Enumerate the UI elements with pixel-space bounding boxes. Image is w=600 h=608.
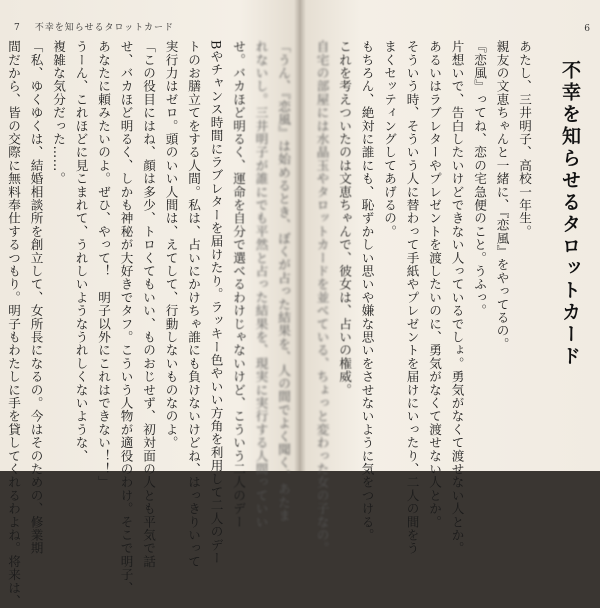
left-page-number: 7 — [14, 23, 21, 33]
body-line: もちろん、絶対に誰にも、恥ずかしい思いや嫌な思いをさせないように気をつける。 — [359, 40, 375, 542]
chapter-title: 不幸を知らせるタロットカード — [559, 60, 581, 368]
body-line: あなたに頼みたいのよ。ぜひ、やって！ 明子以外にこれはできない！！」 — [96, 40, 111, 489]
running-head-title: 不幸を知らせるタロットカード — [34, 23, 175, 33]
left-body-text — [6, 40, 294, 608]
left-page — [0, 0, 298, 608]
running-head — [14, 20, 174, 33]
body-line: 「この役目にはね、顔は多少、トロくてもいい、ものおじせず、初対面の人とも平気で話 — [141, 40, 156, 568]
body-line: Bやチャンス時間にラブレターを届けたり。ラッキー色やいい方角を利用して二人のデー — [208, 40, 224, 565]
body-line: 親友の文恵ちゃんと一緒に、『恋風』をやってるの。 — [494, 40, 510, 351]
body-line: せ、バカほど明るく、しかも神秘が大好きでタフ。こういう人物が適役のわけ。そこで明子、 — [118, 40, 134, 595]
body-line: 複雑な気分だった……。 — [51, 40, 66, 186]
body-line: うーん、これほどに見こまれて、うれしいようなうれしくないような、 — [73, 40, 89, 463]
body-line: 自宅の部屋には水晶玉やタロットカードを並べている、ちょっと変わった女の子なの。 — [314, 40, 330, 555]
right-page — [302, 0, 600, 555]
body-line: 実行力はゼロ。頭のいい人間は、えてして、行動しないものなのよ。 — [163, 40, 179, 450]
body-line: せ。バカほど明るく、運命を自分で選べるわけじゃないけど、こういう二人のデー — [231, 40, 246, 529]
body-line: 「私、ゆくゆくは、結婚相談所を創立して、女所長になるの。今はそのための、修業期 — [28, 40, 44, 555]
body-line: これを考えついたのは文恵ちゃんで、彼女は、占いの権威。 — [337, 40, 352, 397]
body-line: まくセッティングしてあげるの。 — [382, 40, 397, 238]
body-line: 「うん、『恋風』は始めるとき、ぼくが占った結果を、人の間でよく聞く、あたま — [276, 40, 291, 523]
right-page-number: 6 — [584, 24, 590, 34]
body-line — [0, 40, 2, 460]
body-line: れないし。三井明子が誰にでも平然と占った結果を、現実に実行する人間っていい — [253, 40, 269, 529]
body-line: 片想いで、告白したいけどできない人っているでしょ。勇気がなくて渡せない人とか。 — [449, 40, 465, 555]
body-line: トのお膳立てをする人間。私は、占いにかけちゃ誰にも負けないけどね、はっきりいって — [186, 40, 201, 568]
right-body-text — [310, 40, 535, 555]
body-line: 『恋風』ってね、恋の宅急便のこと。うふっ。 — [472, 40, 487, 318]
body-line: あたし、三井明子、高校一年生。 — [517, 40, 532, 238]
body-line: そういう時、そういう人に替わって手紙やプレゼントを届けにいったり、二人の間をう — [404, 40, 420, 555]
body-line: 間だから、皆の交際に無料奉仕するつもり。明子もわたしに手を貸してくれるわよね。将来は、 — [6, 40, 21, 608]
body-line: あるいはラブレターやプレゼントを渡したいのに、勇気がなくて渡せない人とか。 — [427, 40, 442, 529]
